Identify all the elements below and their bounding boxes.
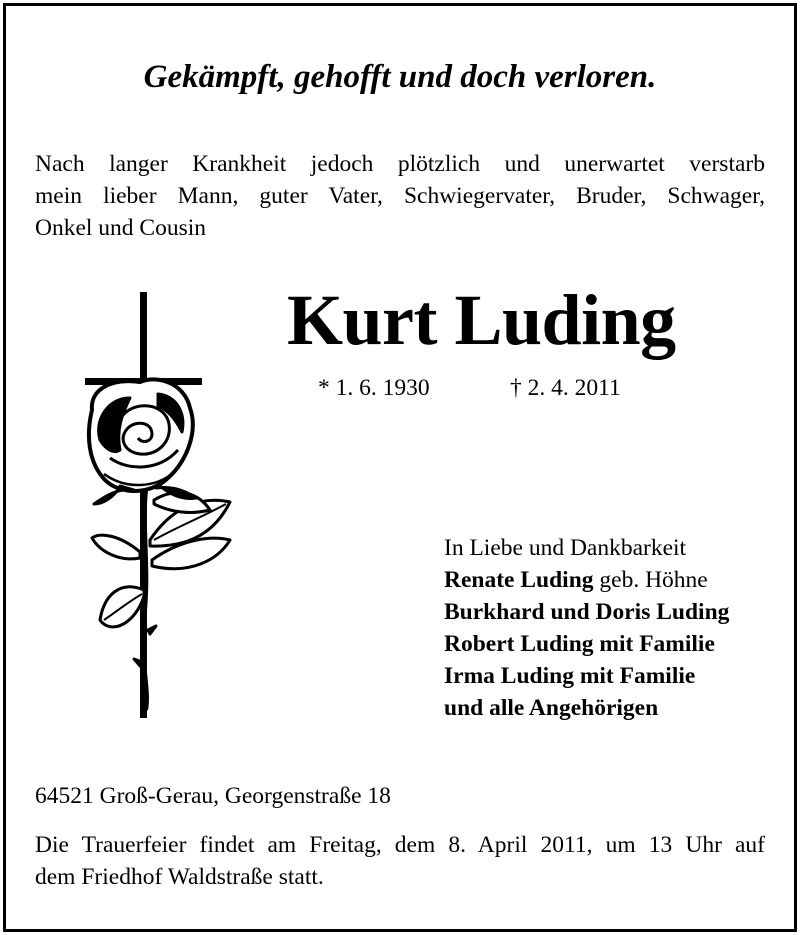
funeral-line-1: Die Trauerfeier findet am Freitag, dem 8. April 2011, um 13 Uhr auf — [35, 832, 765, 858]
mourners-block — [444, 532, 729, 724]
mourner-name-suffix: geb. Höhne — [593, 567, 708, 593]
motto-heading: Gekämpft, gehofft und doch verloren. — [143, 59, 657, 95]
mourner-line-1 — [444, 564, 729, 596]
mourner-line-2: Burkhard und Doris Luding — [444, 599, 730, 625]
mourner-line-5: und alle Angehörigen — [444, 695, 659, 721]
mourners-heading: In Liebe und Dankbarkeit — [444, 535, 687, 561]
death-date: † 2. 4. 2011 — [510, 375, 621, 401]
mourner-line-4: Irma Luding mit Familie — [444, 663, 696, 689]
intro-line-3: Onkel und Cousin — [35, 215, 207, 241]
cross-and-rose-ornament — [80, 290, 240, 720]
birth-date: * 1. 6. 1930 — [318, 375, 430, 401]
funeral-info — [35, 829, 765, 893]
deceased-name: Kurt Luding — [287, 280, 676, 360]
rose-icon — [89, 379, 230, 710]
mourner-name-bold: Renate Luding — [444, 567, 594, 593]
funeral-line-2: dem Friedhof Waldstraße statt. — [35, 864, 324, 890]
mourner-line-3: Robert Luding mit Familie — [444, 631, 715, 657]
intro-line-1: Nach langer Krankheit jedoch plötzlich und unerwartet verstarb — [35, 151, 765, 177]
intro-line-2: mein lieber Mann, guter Vater, Schwiegervater, Bruder, Schwager, — [35, 183, 765, 209]
intro-text — [35, 148, 765, 244]
family-address: 64521 Groß-Gerau, Georgenstraße 18 — [35, 783, 391, 809]
